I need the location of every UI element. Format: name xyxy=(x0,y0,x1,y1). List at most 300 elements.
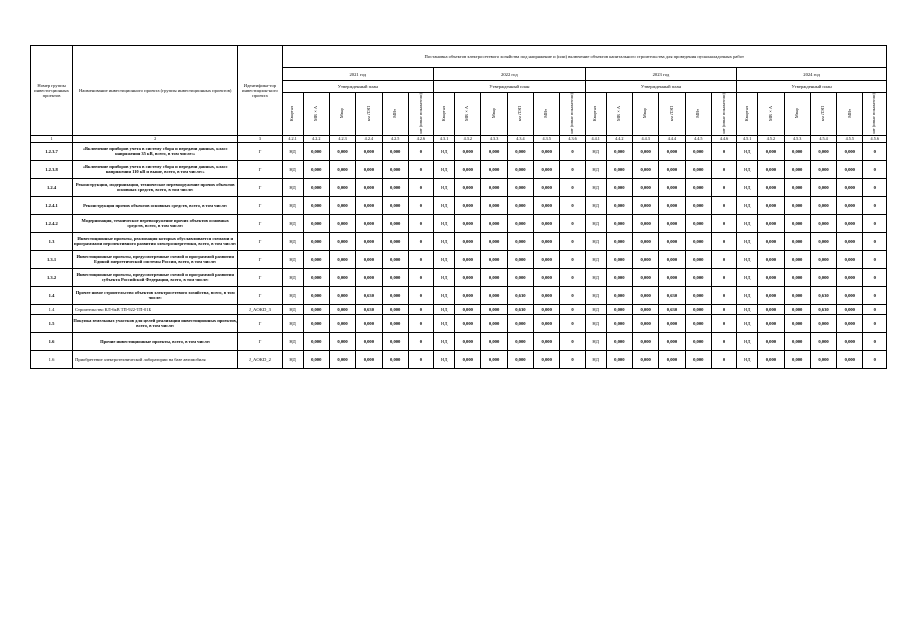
value-cell: 0,000 xyxy=(685,214,711,232)
value-cell: 0,000 xyxy=(659,232,685,250)
table-row xyxy=(31,160,887,178)
value-cell: 0,000 xyxy=(382,250,408,268)
quarter-cell: НД xyxy=(585,214,606,232)
value-cell: 0,000 xyxy=(303,314,329,332)
unit-label: Квартал xyxy=(440,105,446,121)
unit-label: Квартал xyxy=(289,105,295,121)
column-number: 4.3.2 xyxy=(455,135,481,142)
value-cell: 0,000 xyxy=(481,196,507,214)
row-name: Покупка земельных участков для целей реализации инвестиционных проектов, всего, в том числе: xyxy=(73,314,238,332)
value-cell: 0,000 xyxy=(534,304,560,314)
row-number: 1.3.1 xyxy=(31,250,73,268)
quarter-cell: НД xyxy=(737,350,758,368)
quarter-cell: НД xyxy=(585,350,606,368)
value-cell: 0,000 xyxy=(382,160,408,178)
column-number: 4.3.4 xyxy=(507,135,533,142)
value-cell: 0 xyxy=(560,250,585,268)
value-cell: 0,000 xyxy=(784,314,810,332)
column-number: 4.2.4 xyxy=(356,135,382,142)
value-cell: 0 xyxy=(408,142,433,160)
unit-label: км ЛЭП xyxy=(820,105,826,121)
unit-label: МВ×А xyxy=(312,105,318,121)
unit-header xyxy=(606,93,632,136)
value-cell: 0,000 xyxy=(329,196,355,214)
table-row xyxy=(31,214,887,232)
value-cell: 0,000 xyxy=(685,286,711,304)
quarter-cell: НД xyxy=(282,332,303,350)
value-cell: 0,000 xyxy=(606,232,632,250)
value-cell: 0 xyxy=(408,286,433,304)
value-cell: 0 xyxy=(863,232,887,250)
value-cell: 0,000 xyxy=(837,286,863,304)
value-cell: 0 xyxy=(863,314,887,332)
column-number-row xyxy=(31,135,887,142)
value-cell: 0 xyxy=(863,268,887,286)
row-identifier: Г xyxy=(238,332,282,350)
header-main-title: Постановка объектов электросетевого хозяйства под напряжение и (или) включение объектов капитального строительства для проведения пусконаладочных работ xyxy=(282,46,886,68)
value-cell: 0,000 xyxy=(455,286,481,304)
value-cell: 0,630 xyxy=(356,304,382,314)
value-cell: 0,000 xyxy=(810,268,836,286)
value-cell: 0,000 xyxy=(534,196,560,214)
quarter-cell: НД xyxy=(282,196,303,214)
row-number: 1.3 xyxy=(31,232,73,250)
unit-header xyxy=(863,93,887,136)
quarter-cell: НД xyxy=(737,160,758,178)
value-cell: 0,000 xyxy=(784,350,810,368)
value-cell: 0 xyxy=(863,214,887,232)
value-cell: 0,000 xyxy=(758,314,784,332)
value-cell: 0,000 xyxy=(534,286,560,304)
unit-header xyxy=(507,93,533,136)
column-number: 4.3.5 xyxy=(534,135,560,142)
value-cell: 0,000 xyxy=(356,142,382,160)
value-cell: 0,000 xyxy=(329,268,355,286)
plan-header: Утвержденный план xyxy=(585,81,737,93)
quarter-cell: НД xyxy=(282,142,303,160)
row-name: Прочие инвестиционные проекты, всего, в том числе: xyxy=(73,332,238,350)
value-cell: 0 xyxy=(560,142,585,160)
value-cell: 0,000 xyxy=(606,250,632,268)
value-cell: 0,000 xyxy=(659,268,685,286)
value-cell: 0,000 xyxy=(837,268,863,286)
value-cell: 0,000 xyxy=(685,350,711,368)
quarter-cell: НД xyxy=(434,178,455,196)
quarter-cell: НД xyxy=(282,250,303,268)
unit-header xyxy=(837,93,863,136)
value-cell: 0,000 xyxy=(606,196,632,214)
value-cell: 0 xyxy=(711,350,736,368)
row-identifier: Г xyxy=(238,232,282,250)
value-cell: 0,000 xyxy=(606,214,632,232)
value-cell: 0,000 xyxy=(481,286,507,304)
value-cell: 0,000 xyxy=(837,142,863,160)
value-cell: 0 xyxy=(863,286,887,304)
value-cell: 0,000 xyxy=(606,314,632,332)
value-cell: 0 xyxy=(408,232,433,250)
value-cell: 0,000 xyxy=(329,178,355,196)
value-cell: 0,000 xyxy=(837,350,863,368)
row-number: 1.4 xyxy=(31,286,73,304)
column-number: 4.5.5 xyxy=(837,135,863,142)
row-identifier: Г xyxy=(238,250,282,268)
value-cell: 0,000 xyxy=(606,304,632,314)
value-cell: 0 xyxy=(408,350,433,368)
row-name: «Включение приборов учета в систему сбора и передачи данных, класс напряжения 110 кВ и выше, всего, в том числе:» xyxy=(73,160,238,178)
value-cell: 0 xyxy=(711,160,736,178)
value-cell: 0,000 xyxy=(758,142,784,160)
value-cell: 0,000 xyxy=(329,286,355,304)
unit-label: МВт xyxy=(391,108,397,118)
unit-header xyxy=(784,93,810,136)
year-header: 2021 год xyxy=(282,68,434,81)
quarter-cell: НД xyxy=(737,214,758,232)
value-cell: 0,000 xyxy=(534,268,560,286)
value-cell: 0,000 xyxy=(784,196,810,214)
row-name: Реконструкция, модернизация, техническое перевооружение прочих объектов основных средств, всего, в том числе: xyxy=(73,178,238,196)
value-cell: 0,000 xyxy=(455,304,481,314)
row-number: 1.3.2 xyxy=(31,268,73,286)
value-cell: 0,630 xyxy=(659,304,685,314)
value-cell: 0,000 xyxy=(481,304,507,314)
value-cell: 0,000 xyxy=(758,304,784,314)
value-cell: 0,630 xyxy=(356,286,382,304)
value-cell: 0,000 xyxy=(382,304,408,314)
row-name: Инвестиционные проекты, предусмотренные схемой и программой развития Единой энергетической системы России, всего, в том числе: xyxy=(73,250,238,268)
unit-label: Мвар xyxy=(642,108,648,119)
row-identifier: Г xyxy=(238,214,282,232)
value-cell: 0,000 xyxy=(329,160,355,178)
row-identifier: Г xyxy=(238,196,282,214)
value-cell: 0,000 xyxy=(329,314,355,332)
value-cell: 0 xyxy=(408,196,433,214)
value-cell: 0,000 xyxy=(382,314,408,332)
quarter-cell: НД xyxy=(585,196,606,214)
value-cell: 0 xyxy=(863,196,887,214)
quarter-cell: НД xyxy=(282,304,303,314)
value-cell: 0,000 xyxy=(784,286,810,304)
value-cell: 0,000 xyxy=(303,332,329,350)
quarter-cell: НД xyxy=(434,250,455,268)
value-cell: 0,000 xyxy=(356,160,382,178)
table-row xyxy=(31,232,887,250)
value-cell: 0 xyxy=(711,314,736,332)
quarter-cell: НД xyxy=(434,286,455,304)
quarter-cell: НД xyxy=(434,160,455,178)
value-cell: 0,000 xyxy=(632,196,658,214)
value-cell: 0,000 xyxy=(534,142,560,160)
column-number: 4.4.5 xyxy=(685,135,711,142)
value-cell: 0 xyxy=(560,160,585,178)
quarter-cell: НД xyxy=(737,178,758,196)
unit-header xyxy=(329,93,355,136)
value-cell: 0,000 xyxy=(837,232,863,250)
value-cell: 0 xyxy=(711,304,736,314)
quarter-cell: НД xyxy=(585,160,606,178)
row-number: 1.6 xyxy=(31,332,73,350)
row-name: Инвестиционные проекты, предусмотренные схемой и программой развития субъекта Российской Федерации, всего, в том числе: xyxy=(73,268,238,286)
header-project-name: Наименование инвестиционного проекта (группы инвестиционных проектов) xyxy=(73,46,238,136)
row-identifier: J_AOKD_3 xyxy=(238,304,282,314)
row-name: Инвестиционные проекты, реализация которых обуславливается схемами и программами перспективного развития электроэнергетики, всего, в том числе: xyxy=(73,232,238,250)
value-cell: 0,000 xyxy=(534,232,560,250)
value-cell: 0 xyxy=(408,178,433,196)
value-cell: 0,000 xyxy=(382,214,408,232)
value-cell: 0,000 xyxy=(632,142,658,160)
value-cell: 0,000 xyxy=(685,196,711,214)
value-cell: 0,000 xyxy=(481,214,507,232)
column-number: 4.2.3 xyxy=(329,135,355,142)
table-row xyxy=(31,196,887,214)
value-cell: 0,000 xyxy=(303,232,329,250)
unit-label: км ЛЭП xyxy=(365,105,371,121)
value-cell: 0,000 xyxy=(455,250,481,268)
value-cell: 0,000 xyxy=(685,332,711,350)
table-row xyxy=(31,178,887,196)
value-cell: 0,000 xyxy=(810,160,836,178)
unit-header xyxy=(758,93,784,136)
quarter-cell: НД xyxy=(737,314,758,332)
unit-header xyxy=(455,93,481,136)
unit-label: Мвар xyxy=(490,108,496,119)
column-number: 4.4.2 xyxy=(606,135,632,142)
value-cell: 0,000 xyxy=(837,250,863,268)
value-cell: 0,000 xyxy=(329,142,355,160)
value-cell: 0,000 xyxy=(329,232,355,250)
value-cell: 0 xyxy=(560,178,585,196)
column-number: 4.5.2 xyxy=(758,135,784,142)
value-cell: 0,000 xyxy=(303,286,329,304)
value-cell: 0 xyxy=(863,250,887,268)
value-cell: 0 xyxy=(560,314,585,332)
table-row xyxy=(31,304,887,314)
value-cell: 0,000 xyxy=(507,350,533,368)
value-cell: 0,000 xyxy=(303,350,329,368)
value-cell: 0,000 xyxy=(606,332,632,350)
column-number: 4.3.6 xyxy=(560,135,585,142)
value-cell: 0,000 xyxy=(382,286,408,304)
value-cell: 0,000 xyxy=(810,332,836,350)
value-cell: 0,000 xyxy=(455,332,481,350)
value-cell: 0,000 xyxy=(758,268,784,286)
quarter-cell: НД xyxy=(585,268,606,286)
value-cell: 0,000 xyxy=(382,142,408,160)
quarter-cell: НД xyxy=(585,142,606,160)
value-cell: 0,000 xyxy=(303,196,329,214)
quarter-cell: НД xyxy=(737,268,758,286)
value-cell: 0,000 xyxy=(784,332,810,350)
unit-header xyxy=(408,93,433,136)
quarter-cell: НД xyxy=(737,332,758,350)
table-row xyxy=(31,250,887,268)
column-number: 4.4.6 xyxy=(711,135,736,142)
quarter-cell: НД xyxy=(585,314,606,332)
value-cell: 0,000 xyxy=(632,160,658,178)
table-row xyxy=(31,332,887,350)
year-header: 2022 год xyxy=(434,68,586,81)
value-cell: 0,000 xyxy=(507,196,533,214)
value-cell: 0 xyxy=(711,268,736,286)
unit-label: МВ×А xyxy=(616,105,622,121)
row-number: 1.5 xyxy=(31,314,73,332)
value-cell: 0,000 xyxy=(455,178,481,196)
row-identifier: Г xyxy=(238,286,282,304)
unit-label: км ЛЭП xyxy=(668,105,674,121)
value-cell: 0,000 xyxy=(534,214,560,232)
value-cell: 0,000 xyxy=(606,160,632,178)
value-cell: 0,630 xyxy=(507,286,533,304)
value-cell: 0,000 xyxy=(632,304,658,314)
value-cell: 0,000 xyxy=(758,332,784,350)
value-cell: 0,000 xyxy=(659,332,685,350)
value-cell: 0,000 xyxy=(534,314,560,332)
value-cell: 0,000 xyxy=(758,160,784,178)
quarter-cell: НД xyxy=(737,142,758,160)
value-cell: 0 xyxy=(408,314,433,332)
unit-label: Квартал xyxy=(592,105,598,121)
unit-header xyxy=(632,93,658,136)
value-cell: 0,000 xyxy=(632,250,658,268)
value-cell: 0 xyxy=(711,142,736,160)
row-name: Приобретение электротехнической лаборатории на базе автомобиля xyxy=(73,350,238,368)
value-cell: 0 xyxy=(408,250,433,268)
value-cell: 0 xyxy=(560,286,585,304)
year-header: 2023 год xyxy=(585,68,737,81)
quarter-cell: НД xyxy=(737,196,758,214)
row-number: 1.2.4.1 xyxy=(31,196,73,214)
value-cell: 0,000 xyxy=(659,142,685,160)
value-cell: 0,000 xyxy=(534,178,560,196)
value-cell: 0,000 xyxy=(810,314,836,332)
quarter-cell: НД xyxy=(737,304,758,314)
value-cell: 0,000 xyxy=(632,314,658,332)
unit-label: МВт xyxy=(846,108,852,118)
quarter-cell: НД xyxy=(585,286,606,304)
unit-label: МВ×А xyxy=(464,105,470,121)
quarter-cell: НД xyxy=(585,304,606,314)
column-number: 4.2.1 xyxy=(282,135,303,142)
quarter-cell: НД xyxy=(737,286,758,304)
column-number: 4.4.4 xyxy=(659,135,685,142)
column-number: 3 xyxy=(238,135,282,142)
unit-header xyxy=(303,93,329,136)
value-cell: 0,000 xyxy=(507,178,533,196)
plan-header: Утвержденный план xyxy=(434,81,586,93)
value-cell: 0,000 xyxy=(329,250,355,268)
value-cell: 0,000 xyxy=(758,232,784,250)
value-cell: 0,000 xyxy=(606,142,632,160)
unit-header xyxy=(434,93,455,136)
value-cell: 0,000 xyxy=(356,350,382,368)
value-cell: 0 xyxy=(560,232,585,250)
value-cell: 0,000 xyxy=(632,178,658,196)
value-cell: 0 xyxy=(863,350,887,368)
value-cell: 0 xyxy=(711,332,736,350)
quarter-cell: НД xyxy=(434,142,455,160)
value-cell: 0,000 xyxy=(329,304,355,314)
quarter-cell: НД xyxy=(737,250,758,268)
value-cell: 0,000 xyxy=(810,232,836,250)
column-number: 1 xyxy=(31,135,73,142)
value-cell: 0,000 xyxy=(758,214,784,232)
plan-header: Утвержденный план xyxy=(282,81,434,93)
value-cell: 0,000 xyxy=(632,232,658,250)
row-number: 1.2.3.8 xyxy=(31,160,73,178)
value-cell: 0,000 xyxy=(329,350,355,368)
value-cell: 0 xyxy=(863,304,887,314)
value-cell: 0 xyxy=(560,268,585,286)
value-cell: 0,000 xyxy=(837,214,863,232)
value-cell: 0,000 xyxy=(303,214,329,232)
unit-label: МВт xyxy=(543,108,549,118)
value-cell: 0,000 xyxy=(455,268,481,286)
value-cell: 0,630 xyxy=(507,304,533,314)
value-cell: 0 xyxy=(560,214,585,232)
quarter-cell: НД xyxy=(282,286,303,304)
quarter-cell: НД xyxy=(434,314,455,332)
value-cell: 0,000 xyxy=(810,196,836,214)
value-cell: 0,000 xyxy=(481,160,507,178)
value-cell: 0,000 xyxy=(534,332,560,350)
value-cell: 0,000 xyxy=(837,160,863,178)
value-cell: 0,000 xyxy=(356,314,382,332)
value-cell: 0 xyxy=(560,332,585,350)
value-cell: 0,000 xyxy=(481,332,507,350)
quarter-cell: НД xyxy=(282,178,303,196)
quarter-cell: НД xyxy=(585,332,606,350)
quarter-cell: НД xyxy=(282,214,303,232)
unit-label: шт (иные показатели) xyxy=(871,93,877,134)
unit-label: Квартал xyxy=(743,105,749,121)
value-cell: 0,000 xyxy=(507,232,533,250)
value-cell: 0,000 xyxy=(481,250,507,268)
value-cell: 0 xyxy=(711,214,736,232)
value-cell: 0,000 xyxy=(382,196,408,214)
unit-label: км ЛЭП xyxy=(517,105,523,121)
value-cell: 0,000 xyxy=(632,286,658,304)
value-cell: 0 xyxy=(408,268,433,286)
unit-label: МВ×А xyxy=(767,105,773,121)
value-cell: 0,000 xyxy=(356,332,382,350)
quarter-cell: НД xyxy=(434,304,455,314)
quarter-cell: НД xyxy=(434,196,455,214)
value-cell: 0,000 xyxy=(356,196,382,214)
row-identifier: Г xyxy=(238,268,282,286)
value-cell: 0,000 xyxy=(659,196,685,214)
row-name: Строительство КЛ-6кВ ТП-922-ТП-01Б xyxy=(73,304,238,314)
value-cell: 0,000 xyxy=(784,142,810,160)
value-cell: 0,000 xyxy=(356,178,382,196)
value-cell: 0,000 xyxy=(455,314,481,332)
column-number: 4.2.6 xyxy=(408,135,433,142)
value-cell: 0,000 xyxy=(481,142,507,160)
value-cell: 0,000 xyxy=(534,350,560,368)
row-number: 1.4 xyxy=(31,304,73,314)
value-cell: 0,000 xyxy=(329,214,355,232)
value-cell: 0,000 xyxy=(481,268,507,286)
value-cell: 0,000 xyxy=(507,160,533,178)
value-cell: 0,000 xyxy=(810,178,836,196)
value-cell: 0,000 xyxy=(303,142,329,160)
unit-header xyxy=(534,93,560,136)
quarter-cell: НД xyxy=(282,268,303,286)
column-number: 4.4.1 xyxy=(585,135,606,142)
value-cell: 0,000 xyxy=(606,286,632,304)
value-cell: 0,000 xyxy=(784,250,810,268)
row-name: Модернизация, техническое перевооружение прочих объектов основных средств, всего, в том числе: xyxy=(73,214,238,232)
row-identifier: J_AOKD_2 xyxy=(238,350,282,368)
value-cell: 0,000 xyxy=(758,250,784,268)
